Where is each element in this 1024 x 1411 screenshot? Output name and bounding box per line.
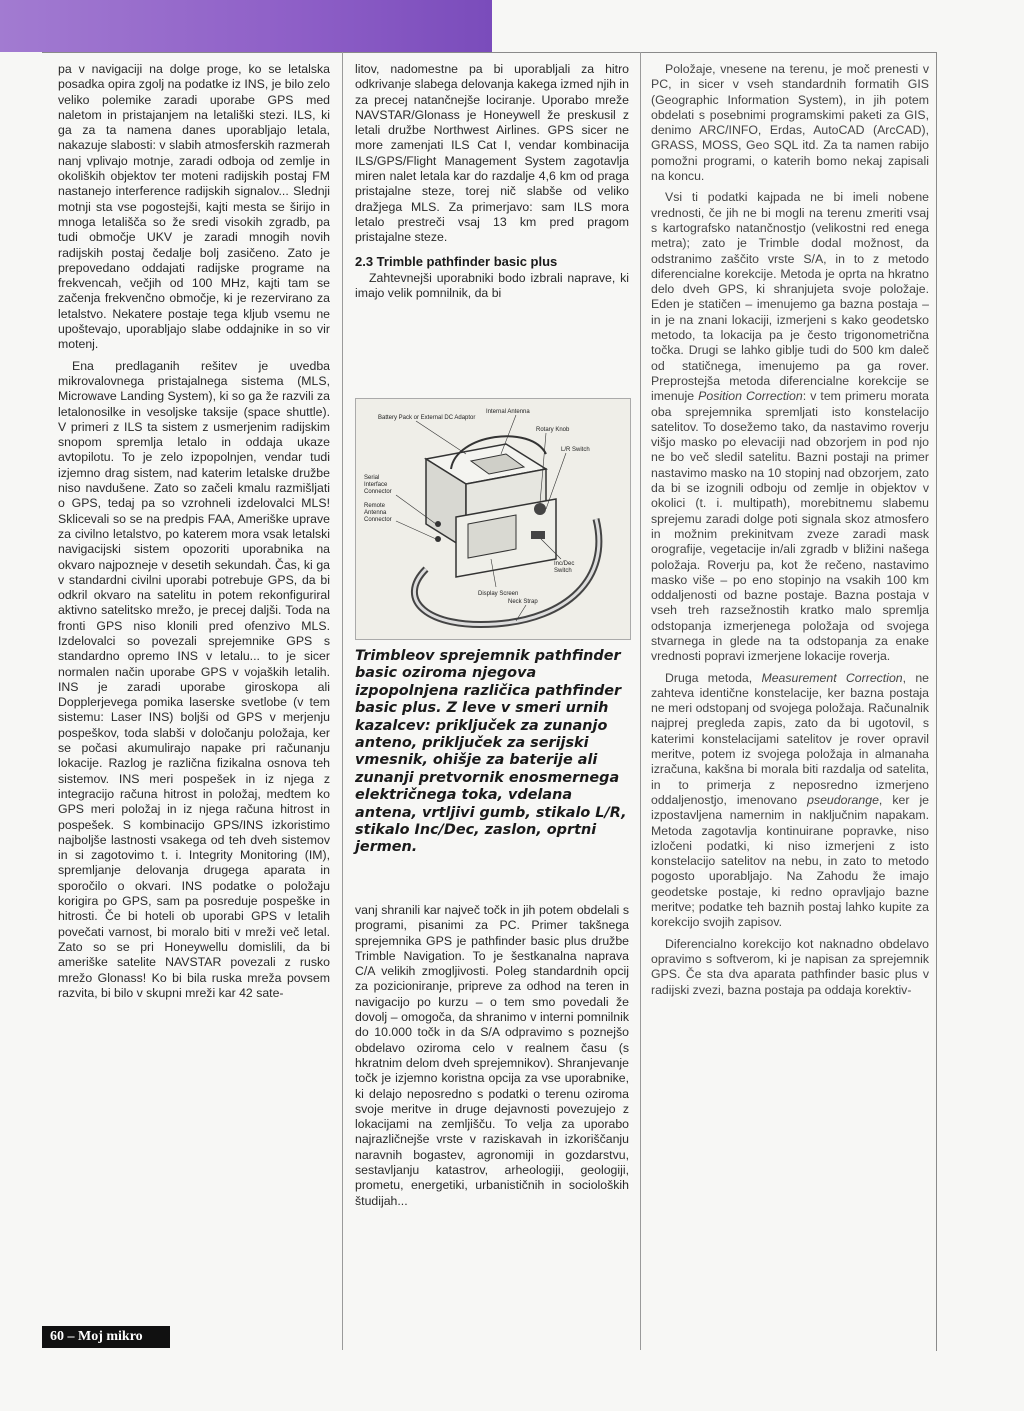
- text-run: , ne zahteva identične konstelacije, ker bazna postaja ne meri odstopanj od svojega položaja. Računalnik najprej pregleda zapis, zato da bi ugotovil, s katerimi konstelacijami satelitov je rover opravil meritve, potem iz svojega položaja in almanaha izračuna, kakšna bi morala biti razdalja od satelita, in to primerja z neposredno izmerjeno oddaljenostjo, imenovano: [651, 670, 929, 807]
- label-remote-antenna: Antenna: [364, 510, 387, 516]
- label-remote-connector: Connector: [364, 517, 392, 523]
- label-switch: Switch: [554, 568, 572, 574]
- article-column-2-bottom: [355, 903, 629, 1331]
- label-battery: Battery Pack or External DC Adaptor: [378, 415, 476, 421]
- paragraph: litov, nadomestne pa bi uporabljali za hitro odkrivanje slabega delovanja kakega izmed njih in za precej natančnejše lociranje. Uporabo mreže NAVSTAR/Glonass je Honeywell že preskusil z letali družbe Northwest Airlines. GPS sicer ne more zamenjati ILS Cat I, vendar kombinacija ILS/GPS/Flight Management System zagotavlja miren nalet letala kar do razdalje 4,6 km od praga pristajalne steze, torej nič slabše od veliko dražjega MLS. Za primerjavo: sam ILS mora letalo prestreči vsaj 13 km pred pragom pristajalne steze.: [355, 62, 629, 245]
- article-column-1: [58, 62, 330, 1344]
- term-position-correction: Position Correction: [698, 389, 803, 404]
- column-divider-2: [640, 52, 641, 1350]
- device-illustration: [355, 398, 631, 640]
- paragraph: Ena predlaganih rešitev je uvedba mikrovalovnega pristajalnega sistema (MLS, Microwave Landing System), ki so ga že razvili za letalonosilke in vesoljske taksije (space shuttle). V primeri z ILS ta sistem z usmerjenim radijskim snopom spremlja letalo in oddaja ukaze avtopilotu. To je zelo izpopolnjen, vendar tudi izjemno drag sistem, nad katerim letalske družbe niso navdušene. Zato so začeli kmalu razmišljati o GPS, tedaj pa so vzrohneli izdelovalci MLS! Sklicevali so se na predpis FAA, Ameriške uprave za civilno letalstvo, po katerem mora vsak letalski navigacijski sistem opozoriti uporabnika na okvaro najpozneje v desetih sekundah. Čas, ki ga v standardni civilni uporabi potrebuje GPS, da bi odkril okvaro na satelitu in potem rekonfiguriral aktivno satelitsko mrežo, je precej daljši. Toda na fronti GPS niso klonili pred ofenzivo MLS. Izdelovalci so povezali sprejemnike GPS s standardno opremo INS v letalu... to je sicer normalen način uporabe GPS v vojaških letalih. INS je zaradi uporabe giroskopa ali Dopplerjevega pomika laserske svetlobe (v tem sistemu: Laser INS) boljši od GPS v merjenju pospeškov, toda slabši v določanju položaja, ker se počasi akumulirajo napake pri računanju lokacije. Razlog je različna fizikalna osnova teh sistemov. INS meri pospešek in iz njega z integracijo računa hitrost in položaj, medtem ko GPS meri položaj in iz njega računa hitrost in pospešek. S kombinacijo GPS/INS izkoristimo najboljše lastnosti vsakega od teh dveh sistemov in si zagotovimo t. i. Integrity Monitoring (IM), spremljanje delovanja drugega aparata in sporočilo o okvari. INS podatke o položaju korigira po GPS, sam pa posreduje pospeške in hitrosti. Če bi hoteli ob uporabi GPS v letalih povečati varnost, bi moralo biti v mreži več letal. Zato so se pri Honeywellu domislili, da bi ameriške satelite NAVSTAR povezali z rusko mrežo Glonass! Ko bi bila ruska mreža povsem razvita, bi bilo v skupni mreži kar 42 sate-: [58, 358, 330, 1000]
- label-lr-switch: L/R Switch: [561, 447, 590, 453]
- label-interface: Interface: [364, 482, 388, 488]
- paragraph: [651, 190, 929, 664]
- paragraph: pa v navigaciji na dolge proge, ko se letalska posadka opira zgolj na podatke iz INS, je bilo zelo veliko polemike zaradi uporabe GPS med naletom in pristajanjem na letališki stezi. ILS, ki ga za ta namena danes uporabljajo letala, nakazuje slabosti: v slabih atmosferskih razmerah nanj vplivajo motnje, zaradi odboja od zemlje in okoliških objektov ter moteni radijskih postaj FM nastanejo interference radijskih signalov... Slednji motnji sta vse pogostejši, kajti mesta se širijo in mnoga letališča so že sredi visokih zgradb, pa tudi območje UKV je zaradi mnogih novih radijskih postaj čedalje bolj zasičeno. Zato je prepovedano oddajati radijske programe na frekvencah, večjih od 100 MHz, kajti tam se začenja frekvenčno območje, ki je rezervirano za letalstvo. Nekatere postaje tega kljub vsemu ne upoštevajo, uporabljajo slabe oddajnike in so vir motenj.: [58, 62, 330, 352]
- rotary-knob-shape: [534, 503, 546, 515]
- term-measurement-correction: Measurement Correction: [761, 670, 903, 685]
- label-serial: Serial: [364, 475, 380, 481]
- text-run: Druga metoda,: [665, 670, 753, 685]
- label-connector: Connector: [364, 489, 392, 495]
- article-column-3: [651, 62, 929, 1344]
- section-heading: 2.3 Trimble pathfinder basic plus: [355, 253, 558, 269]
- column-divider-1: [342, 52, 343, 1350]
- label-rotary-knob: Rotary Knob: [536, 427, 570, 433]
- receiver-drawing: [356, 399, 630, 639]
- text-run: , ker je izpostavljena namernim in naključnim napakam. Metoda zagotavlja kontinuirane popravke, niso izločeni podatki, ki niso izmerjeni z isto konstelacijo satelitov na nebu, in zato to metodo pogosto uporabljajo. Na Zahodu že imajo geodetske postaje, ki redno opravljajo bazne meritve; podatke teh baznih postaj lahko kupite za korekcijo svojih zapisov.: [651, 792, 929, 930]
- label-internal-antenna: Internal Antenna: [486, 409, 530, 415]
- header-color-band: [0, 0, 492, 52]
- text-run: : v tem primeru morata oba sprejemnika spremljati isto konstelacijo satelitov. To dosežemo tako, da nastavimo roverju višjo masko po elevaciji nad obzorjem in pod njo ne bo več sledil satelitu. Bazni postaji na primer nastavimo masko na 10 stopinj nad obzorjem, zato da bi se izognili odboju od zemlje in objektov v okolici (t. i. multipath), morebitnemu slabemu sprejemu zaradi dolge poti signala skoz atmosfero in možnim prekinitvam zveze zaradi mask orografije, vegetacije in/ali zgradb v bližini našega položaja. Roverju pa, kot že rečeno, nastavimo masko više – po eno stopinjo na vsakih 100 km oddaljenosti od bazne postaje. Bazna postaja v vseh treh razsežnostih kratko malo spremlja odstopanja izmerjenega položaja od svojega stvarnega in glede na ta odstopanja za enake vrednosti popravi izmerjene lokacije roverja.: [651, 389, 929, 664]
- article-column-2-top: [355, 62, 629, 302]
- label-remote: Remote: [364, 503, 386, 509]
- figure-caption: Trimbleov sprejemnik pathfinder basic oziroma njegova izpopolnjena različica pathfinder basic plus. Z leve v smeri urnih kazalcev: priključek za zunanjo anteno, priključek za serijski vmesnik, ohišje za baterije ali zunanji pretvornik enosmernega električnega toka, vdelana antena, vrtljivi gumb, stikalo L/R, stikalo Inc/Dec, zaslon, oprtni jermen.: [355, 648, 627, 856]
- page-footer: 60 – Moj mikro: [42, 1326, 170, 1348]
- label-neck-strap: Neck Strap: [508, 599, 538, 605]
- paragraph: vanj shranili kar največ točk in jih potem obdelali s programi, pisanimi za PC. Primer takšnega sprejemnika GPS je pathfinder basic plus družbe Trimble Navigation. To je šestkanalna naprava C/A velikih zmogljivosti. Poleg standardnih opcij za pozicioniranje, pripreve za odhod na teren in navigacijo po kurzu – o tem smo povedali že dovolj – omogoča, da shranimo v interni pomnilnik do 10.000 točk in da S/A odpravimo s poznejšo obdelavo oziroma celo v realnem času (s hkratnim delom dveh sprejemnikov). Shranjevanje točk je izjemno koristna opcija za vse uporabnike, ki delajo neposredno s podatki o terenu oziroma svoje meritve in druge dejavnosti povezujejo z lokacijami na zemljišču. To velja za uporabo najrazličnejše vrste v raziskavah in izkoriščanju naravnih bogastev, agronomiji in gozdarstvu, sestavljanju katastrov, arheologiji, geologiji, prometu, energetiki, urbanističnih in socioloških študijah...: [355, 903, 629, 1208]
- label-display-screen: Display Screen: [478, 591, 519, 597]
- paragraph: Položaje, vnesene na terenu, je moč prenesti v PC, in sicer v vseh standardnih formatih GIS (Geographic Information System), in jih potem obdelati s posebnimi programskimi paketi za GIS, denimo ARC/INFO, Erdas, AutoCAD (ArcCAD), GRASS, MOSS, Geo SQL itd. Za ta namen rabijo pomožni programi, o katerih bomo nekaj zapisali na koncu.: [651, 62, 929, 184]
- paragraph: Zahtevnejši uporabniki bodo izbrali naprave, ki imajo velik pomnilnik, da bi: [355, 270, 629, 301]
- paragraph: Diferencialno korekcijo kot naknadno obdelavo opravimo s softverom, ki je napisan za sprejemnik GPS. Če sta dva aparata pathfinder basic plus v radijski zvezi, bazna postaja pa oddaja korektiv-: [651, 936, 929, 997]
- term-pseudorange: pseudorange: [807, 792, 879, 807]
- paragraph: [651, 671, 929, 931]
- label-incdec: Inc/Dec: [554, 561, 575, 567]
- text-run: Vsi ti podatki kajpada ne bi imeli nobene vrednosti, če jih ne bi mogli na terenu zmeriti vsaj s kartografsko natančnostjo (velikostni red enega metra); zato je Trimble dodal možnost, da odstranimo zaščito vrste S/A, in to z metodo diferencialne korekcije. Metoda je oprta na hkratno delo dveh GPS, ki shranjujeta svoje položaje. Eden je statičen – imenujemo ga bazna postaja – in je na znani lokaciji, izmerjeni s kako geodetsko metodo, ta lokacija pa je često trigonometrična točka. Drugi se lahko giblje tudi do 500 km daleč od statičnega, imenujemo pa ga rover. Preprostejša metoda diferencialne korekcije se imenuje: [651, 190, 929, 404]
